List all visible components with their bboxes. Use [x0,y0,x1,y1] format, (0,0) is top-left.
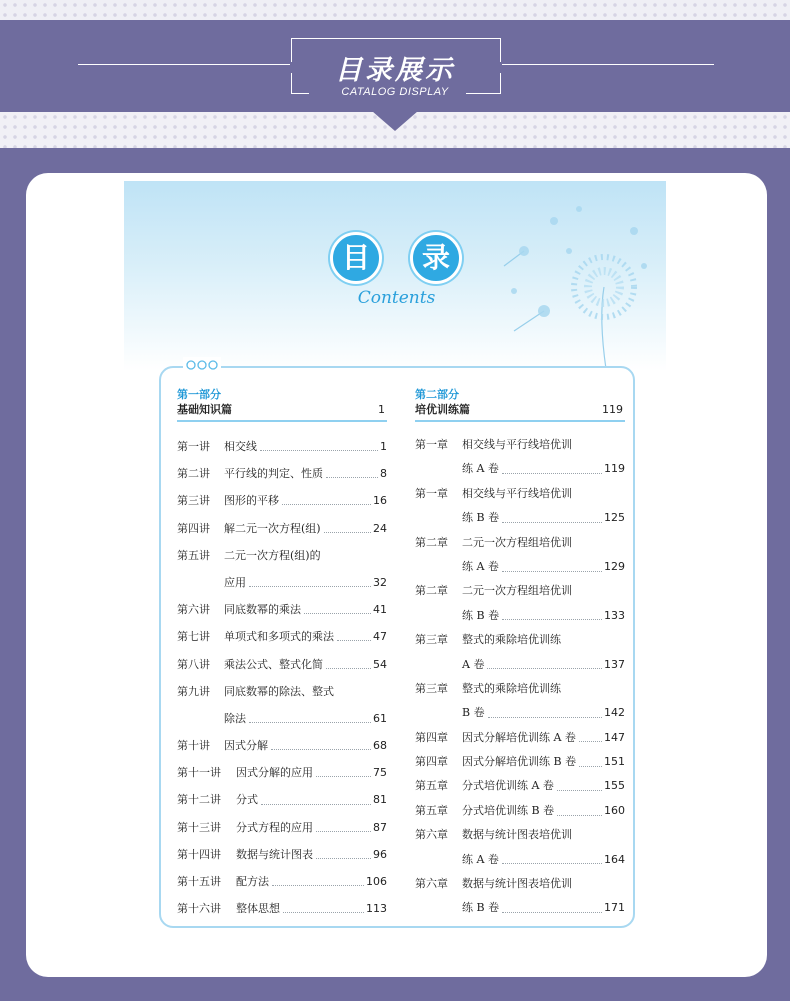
toc-entry-page: 24 [373,521,387,535]
toc-entry-title: 相交线与平行线培优训 [462,438,572,451]
toc-entry-page: 125 [604,511,625,525]
toc-entry [177,487,387,514]
toc-entry-title: 应用 [224,575,246,589]
toc-entry-title: 整体思想 [236,902,280,916]
toc-entry-title: 解二元一次方程(组) [224,521,321,535]
dot-leader [249,722,371,723]
toc-entry-title: 整式的乘除培优训练 [462,681,561,695]
toc-entry-label: 第十二讲 [177,793,221,807]
toc-column-part-two [415,388,625,921]
title-circle-lu: 录 [410,232,462,284]
toc-entry-page: 147 [604,730,625,744]
toc-entry [177,705,387,732]
toc-entry-label: 第十四讲 [177,847,221,861]
toc-entry-title: 练 B 卷 [462,511,500,525]
toc-entry [177,651,387,678]
toc-entry [415,872,625,896]
toc-entry-page: 155 [604,779,625,793]
toc-entry-label: 第四章 [415,755,448,769]
toc-entry-title: 因式分解培优训练 A 卷 [462,730,576,744]
toc-entry-label: 第三章 [415,633,448,647]
toc-entry [415,750,625,774]
dot-leader [487,668,602,669]
toc-entry [415,579,625,603]
dot-leader [324,532,371,533]
banner-subtitle: CATALOG DISPLAY [341,86,449,98]
toc-entry-title: 整式的乘除培优训练 [462,633,561,647]
toc-entry [177,515,387,542]
toc-entry-title: 练 B 卷 [462,608,500,622]
toc-entry-title: 因式分解的应用 [236,766,313,780]
dot-leader [326,668,371,669]
toc-entry [415,823,625,847]
dot-leader [502,912,602,913]
toc-entry [177,678,387,705]
part-two-title-page: 119 [602,403,623,416]
dot-leader [326,477,378,478]
toc-entry [177,569,387,596]
dot-leader [502,571,602,572]
toc-entry [177,542,387,569]
toc-entry-title: 相交线与平行线培优训 [462,486,572,500]
toc-frame [159,366,635,928]
toc-entry [177,433,387,460]
dot-leader [502,473,602,474]
toc-entry [415,653,625,677]
toc-entry [415,848,625,872]
toc-entry-page: 47 [373,630,387,644]
toc-entry-label: 第十讲 [177,739,210,753]
toc-entry-title: 同底数幂的除法、整式 [224,684,334,698]
part-one-heading: 第一部分 [177,388,221,401]
toc-entry [415,531,625,555]
dot-leader [316,776,371,777]
toc-entry-page: 106 [366,875,387,888]
toc-entry-title: 分式培优训练 A 卷 [462,779,554,793]
dot-leader [272,885,364,886]
toc-column-part-one [177,388,387,922]
part-two-title [415,402,625,422]
toc-entry [415,555,625,579]
toc-entry-label: 第七讲 [177,630,210,644]
toc-entry-label: 第五讲 [177,548,210,562]
toc-entry-label: 第五章 [415,803,448,817]
toc-entry-title: 练 A 卷 [462,462,499,476]
toc-entry-title: 因式分解 [224,739,268,753]
toc-entry [415,677,625,701]
toc-entry-page: 81 [373,793,387,807]
toc-entry-page: 164 [604,852,625,866]
toc-entry [177,460,387,487]
toc-entry-title: 练 A 卷 [462,559,499,573]
toc-entry-title: 图形的平移 [224,494,279,508]
toc-entry-label: 第二讲 [177,467,210,481]
toc-entry-page: 54 [373,657,387,671]
part-one-title [177,402,387,422]
toc-entry-page: 171 [604,901,625,915]
toc-entry [415,482,625,506]
toc-entry-page: 113 [366,902,387,916]
banner-notch [372,111,418,131]
catalog-banner [0,0,790,148]
toc-entry-title: 分式方程的应用 [236,820,313,834]
toc-entry-label: 第三讲 [177,494,210,508]
part-one-title-page: 1 [378,403,385,416]
dot-leader [557,815,602,816]
toc-entry-page: 160 [604,803,625,817]
dandelion-illustration [484,191,664,371]
dot-pattern-top [0,0,790,20]
toc-entry-title: 同底数幂的乘法 [224,603,301,617]
toc-entry-page: 129 [604,559,625,573]
part-two-title-text: 培优训练篇 [415,403,470,416]
book-page [124,181,666,951]
toc-entry-title: 分式培优训练 B 卷 [462,803,555,817]
contents-heading: Contents [357,288,436,308]
dot-leader [557,790,602,791]
toc-entry-title: A 卷 [462,657,485,671]
toc-entry-label: 第八讲 [177,657,210,671]
toc-entry [415,774,625,798]
toc-entry-page: 87 [373,820,387,834]
toc-entry-title: 单项式和多项式的乘法 [224,630,334,644]
toc-entry-label: 第三章 [415,681,448,695]
part-two-heading: 第二部分 [415,388,459,401]
dot-leader [579,766,602,767]
toc-entry-page: 75 [373,766,387,780]
toc-entry-label: 第十一讲 [177,766,221,780]
toc-entry [177,623,387,650]
dot-leader [282,504,371,505]
toc-entry-title: 二元一次方程组培优训 [462,584,572,598]
toc-entry-label: 第一章 [415,438,448,451]
toc-entry-title: 数据与统计图表培优训 [462,877,572,891]
toc-entry-page: 41 [373,603,387,617]
toc-entry [415,604,625,628]
toc-entry [177,841,387,868]
toc-entry [415,433,625,457]
toc-entry-label: 第十五讲 [177,875,221,888]
toc-entry-label: 第二章 [415,535,448,549]
toc-entry-label: 第六章 [415,877,448,891]
dot-leader [488,717,602,718]
part-one-title-text: 基础知识篇 [177,403,232,416]
toc-entry-page: 137 [604,657,625,671]
dot-leader [271,749,371,750]
toc-entry-page: 133 [604,608,625,622]
toc-entry-page: 16 [373,494,387,508]
toc-entry-label: 第二章 [415,584,448,598]
toc-entry [415,701,625,725]
dot-leader [283,912,364,913]
toc-entry-title: 数据与统计图表 [236,847,313,861]
toc-entry [415,628,625,652]
toc-entry-label: 第十三讲 [177,820,221,834]
toc-entry-page: 8 [380,467,387,481]
toc-entry-title: 除法 [224,711,246,725]
toc-entry-title: 平行线的判定、性质 [224,467,323,481]
toc-entry-page: 151 [604,755,625,769]
toc-entry-title: 乘法公式、整式化简 [224,657,323,671]
toc-entry-title: 因式分解培优训练 B 卷 [462,755,577,769]
dot-leader [261,804,371,805]
toc-entry-title: 练 B 卷 [462,901,500,915]
toc-entry-page: 119 [604,462,625,476]
dot-leader [304,613,371,614]
toc-entry-title: 二元一次方程(组)的 [224,548,321,562]
toc-entry-title: 配方法 [236,875,269,888]
toc-entry [415,799,625,823]
banner-line-left [78,64,290,65]
toc-entry-label: 第五章 [415,779,448,793]
toc-entry-page: 96 [373,847,387,861]
toc-entry [177,732,387,759]
toc-entry [415,896,625,920]
part-one-entries [177,433,387,922]
dot-leader [337,640,371,641]
toc-entry-label: 第一章 [415,486,448,500]
toc-entry-label: 第九讲 [177,684,210,698]
dot-leader [249,586,371,587]
dot-leader [260,450,378,451]
toc-entry-label: 第一讲 [177,440,210,453]
toc-entry-page: 1 [380,440,387,453]
toc-entry-title: 二元一次方程组培优训 [462,535,572,549]
dot-leader [502,863,602,864]
toc-entry [177,868,387,895]
toc-entry-title: 分式 [236,793,258,807]
banner-title: 目录展示 [335,55,455,86]
dot-leader [579,741,602,742]
toc-entry [415,506,625,530]
toc-entry-page: 32 [373,575,387,589]
toc-entry-title: B 卷 [462,706,485,720]
toc-entry [177,814,387,841]
toc-entry [177,895,387,922]
toc-entry-label: 第四讲 [177,521,210,535]
toc-entry [415,457,625,481]
swirl-ornament [183,357,221,373]
title-circle-mu: 目 [330,232,382,284]
toc-entry [415,726,625,750]
toc-entry-title: 练 A 卷 [462,852,499,866]
toc-entry-label: 第四章 [415,730,448,744]
dot-leader [316,858,371,859]
toc-entry-page: 61 [373,711,387,725]
toc-entry-title: 相交线 [224,440,257,453]
toc-entry [177,596,387,623]
toc-entry-page: 142 [604,706,625,720]
toc-entry [177,759,387,786]
part-two-entries [415,433,625,921]
banner-line-right [502,64,714,65]
toc-entry-page: 68 [373,739,387,753]
toc-entry-label: 第十六讲 [177,902,221,916]
toc-entry-title: 数据与统计图表培优训 [462,828,572,842]
toc-entry-label: 第六章 [415,828,448,842]
dot-leader [502,619,602,620]
toc-entry-label: 第六讲 [177,603,210,617]
toc-entry [177,786,387,813]
dot-leader [502,522,602,523]
dot-leader [316,831,371,832]
